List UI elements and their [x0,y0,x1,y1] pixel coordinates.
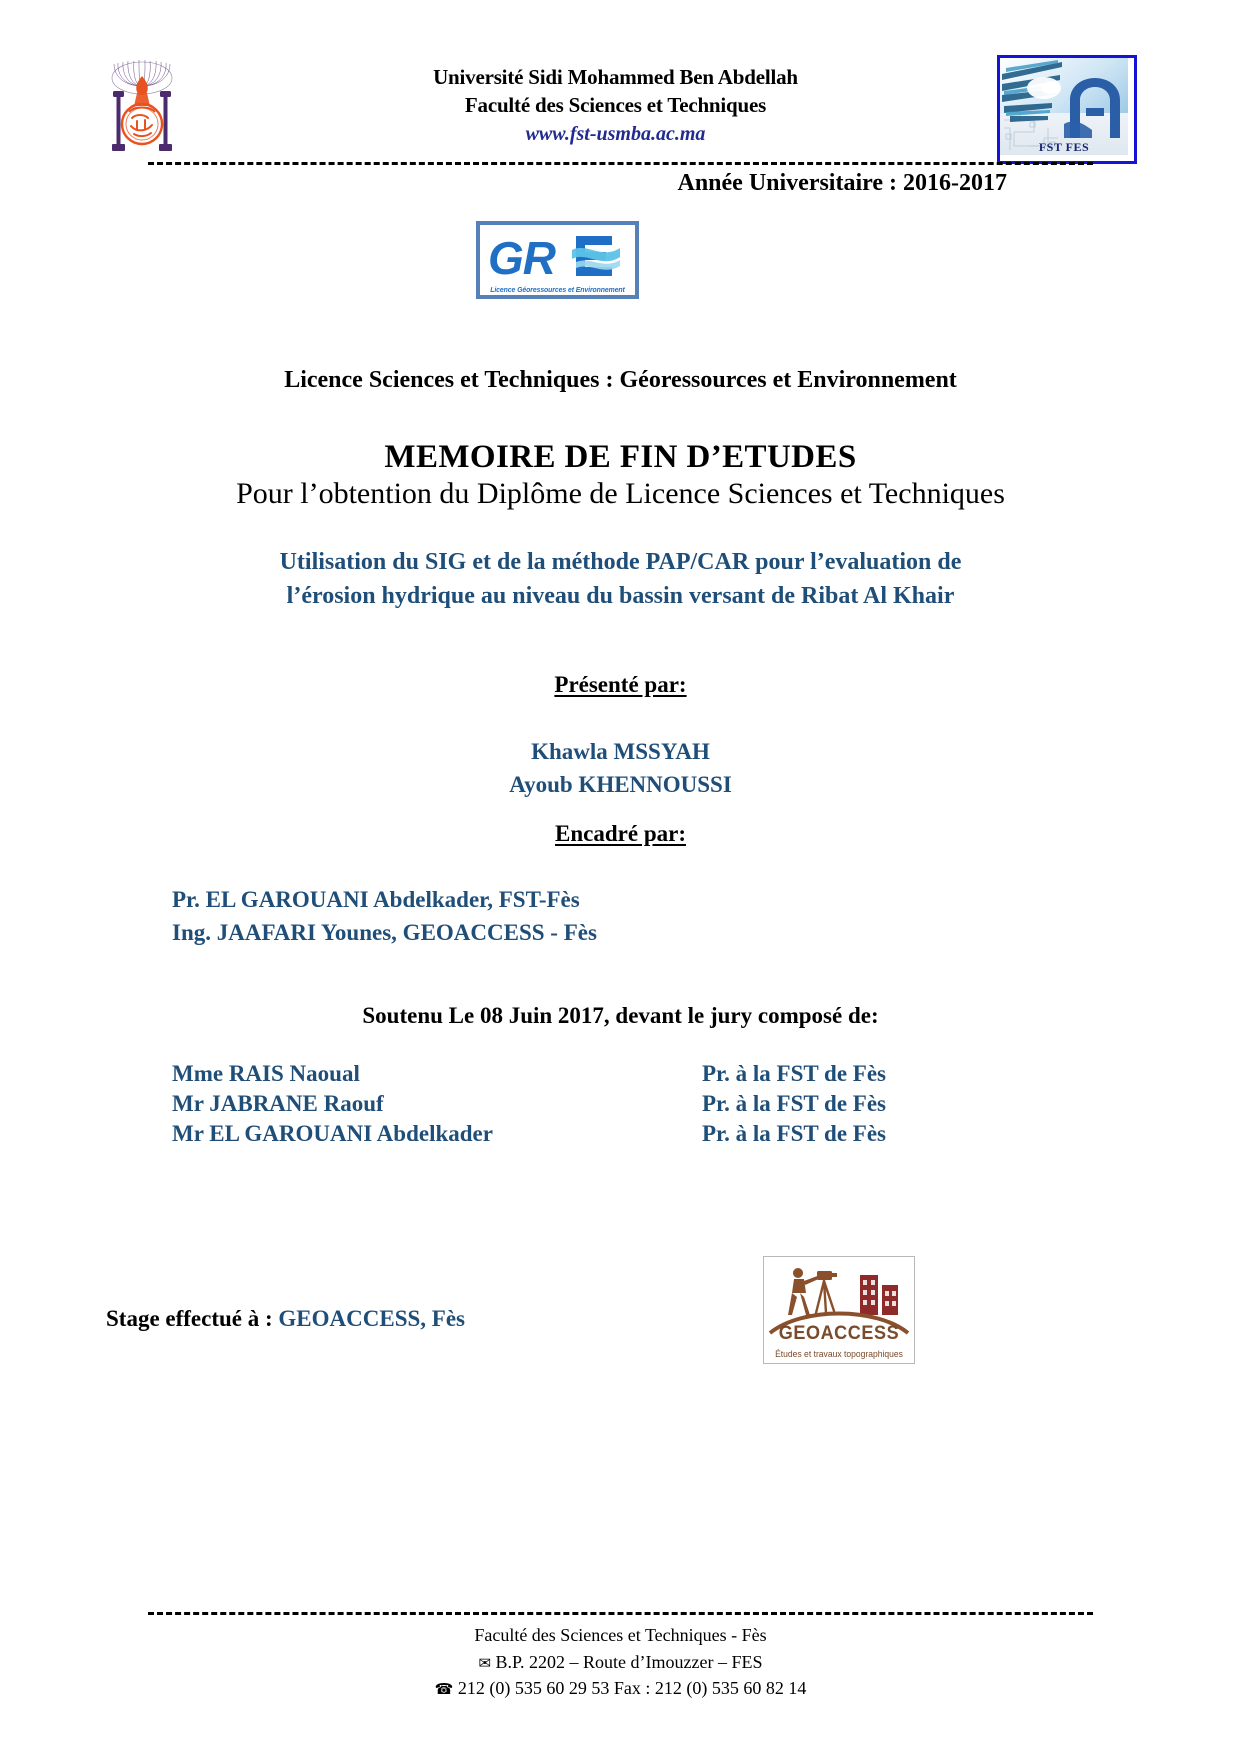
university-name: Université Sidi Mohammed Ben Abdellah [433,65,798,89]
faculty-website: www.fst-usmba.ac.ma [525,123,706,146]
presented-by-label [0,672,1241,698]
jury-member-name: Mr EL GAROUANI Abdelkader [172,1120,493,1146]
student-names [0,735,1241,802]
jury-member-name: Mr JABRANE Raouf [172,1090,384,1116]
internship-line [106,1306,465,1332]
supervisor-names [172,884,597,950]
program-line: Licence Sciences et Techniques : Géoressources et Environnement [284,367,957,393]
page-header [104,52,1137,164]
jury-member-role: Pr. à la FST de Fès [702,1120,887,1146]
usmba-seal-logo [104,52,180,156]
supervisor-name: Ing. JAAFARI Younes, GEOACCESS - Fès [172,919,597,945]
footer-divider [148,1612,1093,1615]
supervisor-name: Pr. EL GAROUANI Abdelkader, FST-Fès [172,887,580,912]
student-name: Ayoub KHENNOUSSI [509,772,732,798]
mail-icon: ✉ [478,1653,492,1672]
fst-fes-logo [997,55,1137,164]
student-name: Khawla MSSYAH [531,739,710,764]
footer-address-line [0,1649,1241,1676]
jury-member-name: Mme RAIS Naoual [172,1061,360,1086]
jury-list [172,1059,1069,1149]
internship-place: GEOACCESS, Fès [278,1306,466,1331]
thesis-subject-line-2: l’érosion hydrique au niveau du bassin versant de Ribat Al Khair [286,583,955,610]
presented-by-label-text: Présenté par: [554,672,687,697]
geoaccess-logo [763,1256,915,1364]
thesis-subject [150,545,1091,613]
internship-label: Stage effectué à : [106,1306,279,1331]
footer-phone: 212 (0) 535 60 29 53 Fax : 212 (0) 535 60 82 14 [457,1678,807,1699]
header-divider [148,162,1093,165]
phone-icon: ☎ [434,1680,454,1699]
jury-member-role: Pr. à la FST de Fès [702,1090,887,1116]
jury-row [172,1059,1069,1089]
defense-line: Soutenu Le 08 Juin 2017, devant le jury composé de: [362,1003,879,1028]
supervised-by-label [0,821,1241,847]
footer-faculty: Faculté des Sciences et Techniques - Fès [474,1625,767,1645]
footer-address: B.P. 2202 – Route d’Imouzzer – FES [495,1651,763,1672]
jury-row [172,1089,1069,1119]
footer-phone-line [0,1675,1241,1702]
svg-text:FST FES: FST FES [1038,140,1090,154]
page-footer [0,1622,1241,1702]
document-type: MEMOIRE DE FIN D’ETUDES [384,439,857,475]
gre-logo [476,221,639,299]
svg-text:GR: GR [488,232,555,284]
jury-row [172,1119,1069,1149]
jury-member-role: Pr. à la FST de Fès [702,1061,887,1086]
thesis-subject-line-1: Utilisation du SIG et de la méthode PAP/CAR pour l’evaluation de [279,549,962,575]
faculty-name: Faculté des Sciences et Techniques [464,92,767,117]
supervised-by-label-text: Encadré par: [555,821,686,846]
geoaccess-logo-tagline: Études et travaux topographiques [775,1349,903,1359]
header-titles [284,64,947,148]
gre-logo-subtitle: Licence Géoressources et Environnement [490,285,625,294]
academic-year: Année Universitaire : 2016-2017 [677,170,1007,196]
document-purpose: Pour l’obtention du Diplôme de Licence Sciences et Techniques [236,477,1005,510]
geoaccess-logo-word: GEOACCESS [778,1323,900,1344]
